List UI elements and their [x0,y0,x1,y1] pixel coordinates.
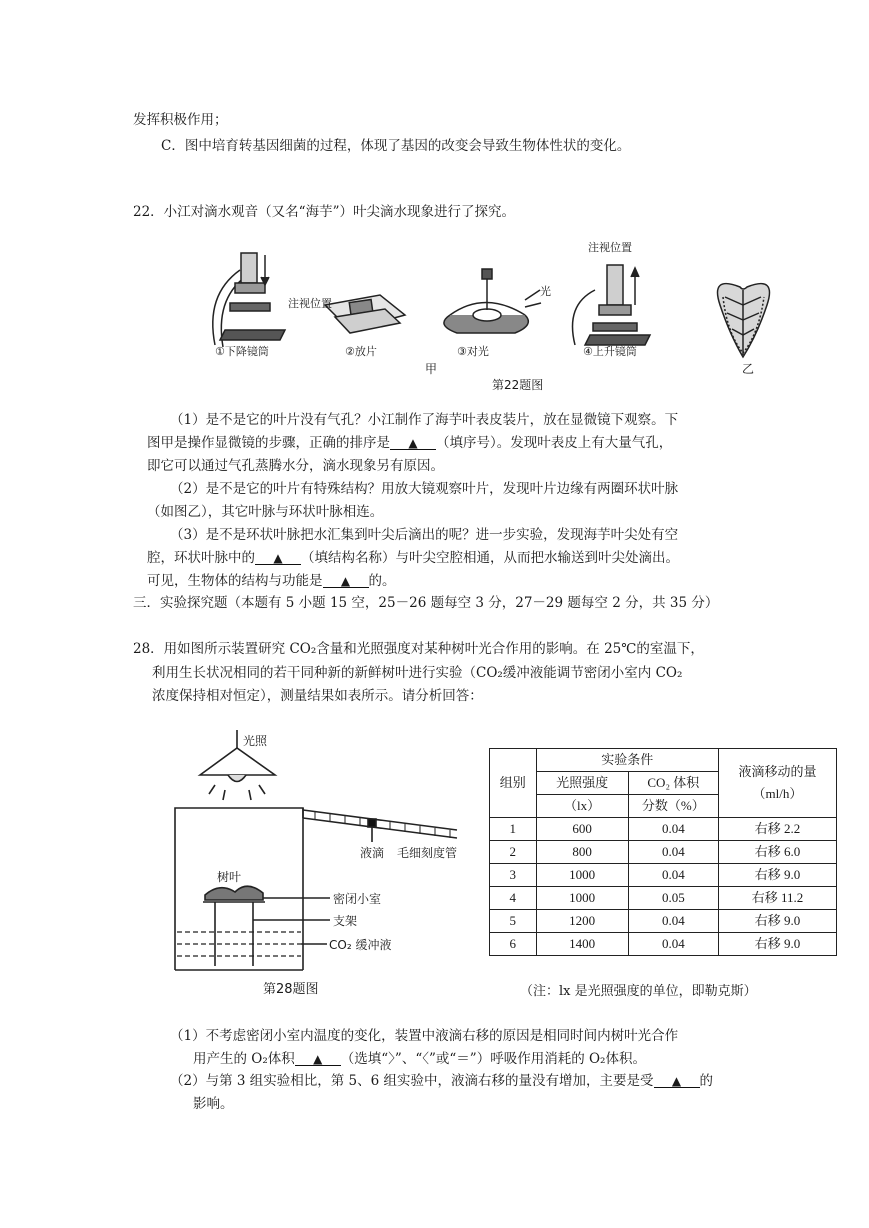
cell-move: 右移 9.0 [718,933,836,956]
text: 可见，生物体的结构与功能是 [147,573,323,589]
figure-28 [135,730,475,1000]
cell-co2: 0.04 [628,818,718,841]
text: 图甲是操作显微镜的步骤，正确的排序是 [147,435,390,451]
section-3-heading: 三．实验探究题（本题有 5 小题 15 空，25－26 题每空 3 分，27－29 题每空 2 分，共 35 分） [133,595,719,611]
header-movement-line1: 液滴移动的量 [738,764,817,779]
cell-group: 1 [490,818,537,841]
light-label: 光 [540,285,551,298]
q22-part2-line1: （2）是不是它的叶片有特殊结构？用放大镜观察叶片，发现叶片边缘有两圈环状叶脉 [170,481,679,497]
text: （填结构名称）与叶尖空腔相通，从而把水输送到叶尖处滴出。 [301,550,679,566]
cell-co2: 0.04 [628,841,718,864]
text: 的。 [368,573,396,589]
q22-part1-line2 [147,431,672,451]
cell-group: 5 [490,910,537,933]
light-label: 光照 [243,734,268,748]
figure-22-caption: 第22题图 [492,378,544,392]
answer-blank[interactable]: ▲ [323,575,369,588]
header-movement-line2: （ml/h） [752,786,803,801]
cell-move: 右移 9.0 [718,864,836,887]
cell-group: 2 [490,841,537,864]
header-group: 组别 [490,749,537,818]
cell-light: 1200 [536,910,628,933]
text: （2）与第 3 组实验相比，第 5、6 组实验中，液滴右移的量没有增加，主要是受 [170,1073,654,1089]
table-row [490,864,837,887]
q28-part2-line1 [170,1069,713,1089]
table-row [490,910,837,933]
q22-intro: 22．小江对滴水观音（又名“海芋”）叶尖滴水现象进行了探究。 [133,204,515,220]
table-note: （注：lx 是光照强度的单位，即勒克斯） [520,984,757,999]
header-co2-unit: 分数（%） [628,795,718,818]
stand-label: 支架 [333,914,358,928]
text: （填序号）。发现叶表皮上有大量气孔， [436,435,673,451]
q28-intro-line3: 浓度保持相对恒定），测量结果如表所示。请分析回答： [152,688,483,704]
q28-part1-line2 [193,1047,646,1067]
answer-blank[interactable]: ▲ [295,1053,341,1066]
q22-part3-line1: （3）是不是环状叶脉把水汇集到叶尖后滴出的呢？进一步实验，发现海芋叶尖处有空 [170,527,679,543]
step-4-label: ④上升镜筒 [583,345,637,358]
cell-co2: 0.04 [628,910,718,933]
cell-group: 3 [490,864,537,887]
table-row [490,887,837,910]
text: 的 [699,1073,714,1089]
fig-jia-label: 甲 [425,362,438,376]
microscope-steps-figure [195,235,795,395]
cell-co2: 0.05 [628,887,718,910]
header-light: 光照强度 [536,772,628,795]
q22-part3-line2 [147,546,679,566]
answer-blank[interactable]: ▲ [255,552,301,565]
q28-part2-line2: 影响。 [193,1096,234,1112]
step-2-label: ②放片 [345,345,377,358]
results-table [489,748,837,956]
cell-light: 1000 [536,887,628,910]
apparatus-diagram [135,730,475,1000]
q28-part1-line1: （1）不考虑密闭小室内温度的变化，装置中液滴右移的原因是相同时间内树叶光合作 [170,1028,679,1044]
watch-position-label: 注视位置 [288,297,332,310]
fig-yi-label: 乙 [742,362,755,376]
text-line: 发挥积极作用； [133,112,228,128]
cell-move: 右移 11.2 [718,887,836,910]
buffer-label: CO₂ 缓冲液 [329,938,392,952]
cell-group: 6 [490,933,537,956]
cell-group: 4 [490,887,537,910]
header-conditions: 实验条件 [536,749,718,772]
cell-move: 右移 2.2 [718,818,836,841]
q22-part3-line3 [147,569,396,589]
q22-part2-line2: （如图乙），其它叶脉与环状叶脉相连。 [147,504,384,520]
cell-light: 600 [536,818,628,841]
cell-light: 800 [536,841,628,864]
header-light-unit: （lx） [536,795,628,818]
cell-light: 1000 [536,864,628,887]
text: （选填“〉”、“〈”或“＝”）呼吸作用消耗的 O₂体积。 [340,1051,646,1067]
cell-co2: 0.04 [628,864,718,887]
option-c: C．图中培育转基因细菌的过程，体现了基因的改变会导致生物体性状的变化。 [161,138,631,154]
text: 腔，环状叶脉中的 [147,550,255,566]
watch-position-label: 注视位置 [588,241,632,254]
table-row [490,841,837,864]
cell-co2: 0.04 [628,933,718,956]
figure-22 [195,235,795,395]
cell-move: 右移 6.0 [718,841,836,864]
q28-intro-line1: 28．用如图所示装置研究 CO₂含量和光照强度对某种树叶光合作用的影响。在 25℃的室温下， [133,641,704,657]
figure-28-caption: 第28题图 [263,982,319,997]
answer-blank[interactable]: ▲ [654,1075,700,1088]
step-1-label: ①下降镜筒 [215,345,269,358]
text: 用产生的 O₂体积 [193,1051,295,1067]
leaf-label: 树叶 [217,870,242,884]
table-row [490,818,837,841]
header-co2: CO₂ 体积 [628,772,718,795]
header-movement [718,749,836,818]
q22-part1-line1: （1）是不是它的叶片没有气孔？小江制作了海芋叶表皮装片，放在显微镜下观察。下 [170,412,679,428]
capillary-label: 毛细刻度管 [397,846,458,860]
q28-intro-line2: 利用生长状况相同的若干同种新的新鲜树叶进行实验（CO₂缓冲液能调节密闭小室内 CO₂ [152,665,683,681]
step-3-label: ③对光 [457,345,489,358]
table-header-row [490,749,837,772]
cell-light: 1400 [536,933,628,956]
chamber-label: 密闭小室 [333,892,382,906]
droplet-label: 液滴 [360,846,385,860]
cell-move: 右移 9.0 [718,910,836,933]
answer-blank[interactable]: ▲ [390,437,436,450]
table-row [490,933,837,956]
q22-part1-line3: 即它可以通过气孔蒸腾水分，滴水现象另有原因。 [147,458,444,474]
